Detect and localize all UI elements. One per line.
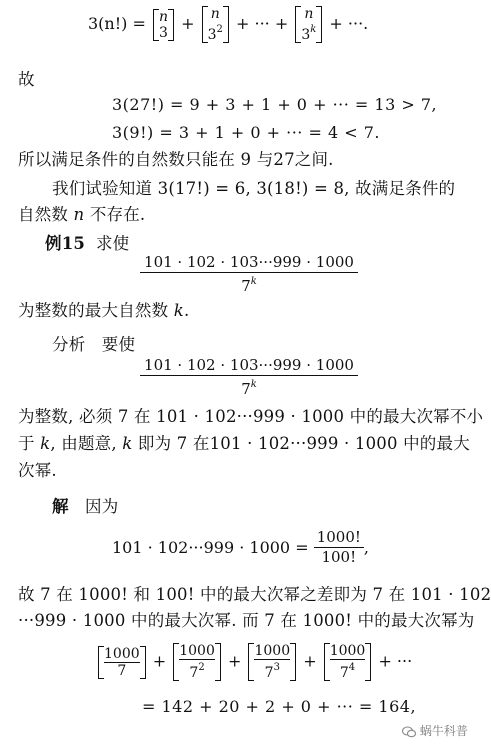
watermark-text: 蜗牛科普 xyxy=(419,724,468,738)
floor-den xyxy=(301,22,316,43)
plus-sign: + xyxy=(181,14,195,33)
den-exp: 2 xyxy=(198,662,205,673)
text-span: . xyxy=(183,301,190,320)
text-gu: 故 xyxy=(18,70,35,89)
paragraph-3: 次幂. xyxy=(18,461,57,480)
den-base: 7 xyxy=(241,380,251,398)
text-max xyxy=(18,300,189,322)
example-label: 例15 xyxy=(45,234,86,253)
example-text: 求使 xyxy=(95,234,130,253)
dots: + ··· + xyxy=(236,14,289,33)
den-base: 7 xyxy=(339,665,349,681)
floor-den xyxy=(104,663,140,679)
fraction-2-den xyxy=(138,376,360,398)
solution-den: 100! xyxy=(321,548,357,566)
den-exp: k xyxy=(250,379,257,390)
den-base: 7 xyxy=(117,662,127,679)
floor-num: 1000 xyxy=(179,643,215,659)
floor-num: 1000 xyxy=(254,643,291,659)
text-try-1: 我们试验知道 3(17!) = 6, 3(18!) = 8, 故满足条件的 xyxy=(52,179,456,198)
den-exp: 3 xyxy=(273,662,280,673)
fraction-2-num: 101 · 102 · 103···999 · 1000 xyxy=(144,356,354,374)
text-span: 即为 7 在101 · 102···999 · 1000 中的最大 xyxy=(132,434,470,453)
comma: , xyxy=(363,538,369,557)
floor-den xyxy=(330,660,366,681)
analysis-heading xyxy=(52,334,135,356)
solution-label: 解 xyxy=(52,497,69,516)
equation-9: 3(9!) = 3 + 1 + 0 + ··· = 4 < 7. xyxy=(112,123,380,142)
eq-top-lhs: 3(n!) = xyxy=(88,14,146,33)
floor-num: 1000 xyxy=(104,645,140,662)
floor-num: n xyxy=(304,6,314,22)
floor-sum xyxy=(96,643,412,681)
floor-1000-7 xyxy=(98,646,146,679)
floor-term-k xyxy=(295,6,322,43)
paragraph-4: 故 7 在 1000! 和 100! 中的最大次幂之差即为 7 在 101 · 102 xyxy=(18,585,491,604)
floor-1000-7-2 xyxy=(173,643,221,681)
analysis-label: 分析 xyxy=(52,335,86,354)
text-span: 自然数 xyxy=(18,205,74,224)
text-span: 为整数的最大自然数 xyxy=(18,301,174,320)
floor-den xyxy=(179,660,215,681)
equation-top xyxy=(88,6,368,43)
plus-sign: + xyxy=(303,651,317,671)
floor-num: n xyxy=(158,8,169,25)
solution-num: 1000! xyxy=(314,528,364,548)
solution-text: 因为 xyxy=(85,497,119,516)
den-base: 3 xyxy=(207,27,217,43)
watermark xyxy=(402,722,468,739)
var-k: k xyxy=(122,434,133,453)
solution-equation xyxy=(112,528,369,567)
den-base: 7 xyxy=(241,277,251,295)
tail-dots: + ···. xyxy=(329,14,369,33)
fraction-2 xyxy=(138,356,360,398)
fraction-1-den xyxy=(138,273,360,295)
text-span: 于 xyxy=(18,434,41,453)
text-span: 不存在. xyxy=(84,205,146,224)
floor-num: 1000 xyxy=(329,643,366,659)
plus-sign: + xyxy=(227,651,242,671)
floor-term-1 xyxy=(153,9,174,41)
den-exp: 4 xyxy=(348,662,356,673)
fraction-1-num: 101 · 102 · 103···999 · 1000 xyxy=(144,253,354,271)
text-between: 所以满足条件的自然数只能在 9 与27之间. xyxy=(18,150,334,169)
solution-heading xyxy=(52,496,118,518)
floor-den xyxy=(254,660,290,681)
den-exp: 2 xyxy=(216,24,223,35)
den-exp: k xyxy=(250,276,257,287)
floor-den xyxy=(208,22,223,43)
floor-num: n xyxy=(210,6,220,22)
floor-1000-7-4 xyxy=(324,643,372,681)
den-exp: k xyxy=(310,24,317,35)
fraction-1 xyxy=(138,253,360,295)
example-heading xyxy=(45,233,129,255)
var-n: n xyxy=(73,205,85,224)
var-k: k xyxy=(173,301,184,320)
text-span: , 由题意, xyxy=(50,434,123,453)
den-base: 7 xyxy=(189,665,199,681)
var-k: k xyxy=(40,434,51,453)
tail-dots: + ··· xyxy=(378,651,413,671)
paragraph-5: ···999 · 1000 中的最大次幂. 而 7 在 1000! 中的最大次幂为 xyxy=(18,611,475,630)
floor-term-2 xyxy=(202,6,229,43)
floor-den: 3 xyxy=(159,24,168,41)
den-base: 3 xyxy=(301,27,311,43)
text-try-2 xyxy=(18,204,145,226)
paragraph-1: 为整数, 必须 7 在 101 · 102···999 · 1000 中的最大次幂不小 xyxy=(18,407,484,426)
solution-lhs: 101 · 102···999 · 1000 = xyxy=(112,538,309,557)
analysis-text: 要使 xyxy=(101,335,136,354)
paragraph-2 xyxy=(18,433,470,455)
equation-27: 3(27!) = 9 + 3 + 1 + 0 + ··· = 13 > 7, xyxy=(112,95,438,114)
solution-fraction xyxy=(314,528,364,567)
floor-1000-7-3 xyxy=(248,643,296,681)
final-equation: = 142 + 20 + 2 + 0 + ··· = 164, xyxy=(142,697,417,716)
den-base: 7 xyxy=(264,665,274,681)
plus-sign: + xyxy=(152,651,167,671)
chat-bubble-icon xyxy=(402,726,416,738)
